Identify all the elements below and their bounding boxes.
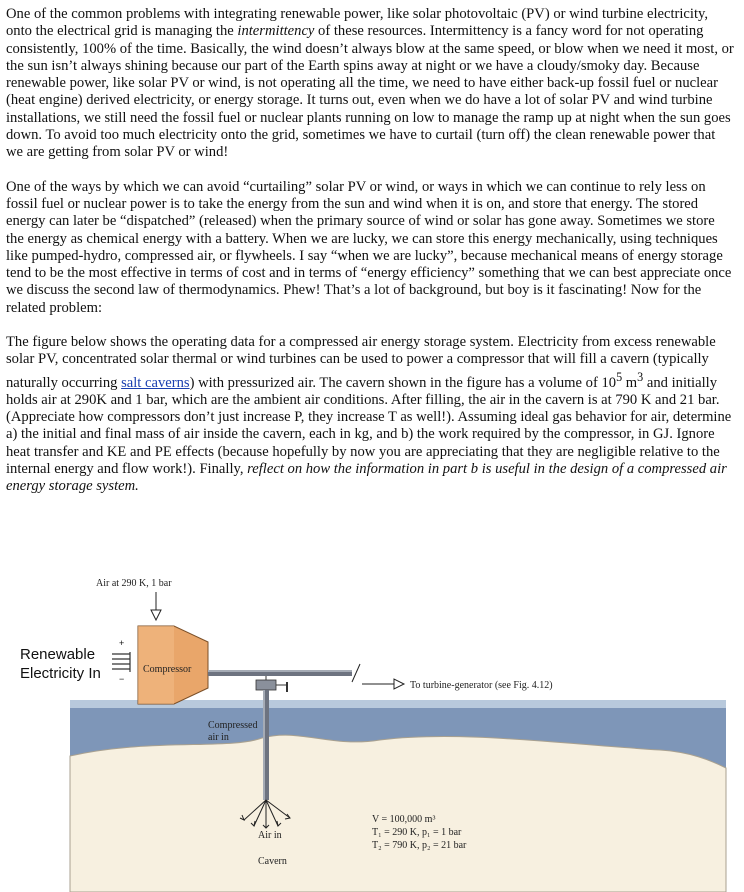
air-in-label: Air in (258, 830, 282, 841)
cavern-volume: V = 100,000 m³ (372, 814, 436, 825)
paragraph-text: The figure below shows the operating data for a compressed air energy storage system. Electricity from excess renewable solar PV, concentrated solar thermal or wind turbines can be used to power a compressor that will fill a cavern (typically naturally occurring (6, 334, 716, 391)
document-body (6, 6, 734, 513)
minus-sign: − (119, 674, 125, 684)
paragraph-text: m (622, 374, 638, 391)
electric-terminal (112, 652, 130, 672)
renewable-label-line2: Electricity In (20, 665, 101, 682)
paragraph-intermittency (6, 6, 734, 162)
final-state: T₂ = 790 K, p₂ = 21 bar (372, 840, 467, 851)
turbine-arrowhead (394, 679, 404, 689)
paragraph-problem (6, 334, 734, 496)
valve-body (256, 680, 276, 690)
air-inlet-label: Air at 290 K, 1 bar (96, 578, 172, 589)
paragraph-text: and initially holds air at 290K and 1 bar, which are the ambient air conditions. After filling, the air in the cavern is at 790 K and 21 bar. (Appreciate how compressors don’t just increase P, they increase T as well!). Assuming ideal gas behavior for air, determine a) the initial and final mass of air inside the cavern, each in kg, and b) the work required by the compressor, in GJ. Ignore heat transfer and KE and PE effects (because hopefully by now you are appreciating that they are negligible relative to the internal energy and flow work!). Finally, (6, 374, 732, 477)
renewable-label-line1: Renewable (20, 646, 96, 663)
paragraph-energy-storage: One of the ways by which we can avoid “curtailing” solar PV or wind, or ways in which we can continue to rely less on fossil fuel or nuclear power is to take the energy from the sun and wind when it is on, and store that energy. The stored energy can later be “dispatched” (released) when the primary source of wind or solar has gone away. Sometimes we store the energy as chemical energy with a battery. When we are lucky, we can store this energy mechanically, using techniques like pumped-hydro, compressed air, or flywheels. I say “when we are lucky”, because mechanical means of energy storage tend to be the most effective in terms of cost and in terms of “energy efficiency” something that we can best appreciate once we discuss the second law of thermodynamics. Phew! That’s a lot of background, but boy is it fascinating! Now for the related problem: (6, 178, 732, 316)
compressed-air-label-line2: air in (208, 732, 229, 743)
emphasis-reflect: reflect on how the information in part b is useful in the design of a compressed air energy storage system. (6, 460, 727, 495)
paragraph-text: ) with pressurized air. The cavern shown in the figure has a volume of 10 (189, 374, 617, 391)
plus-sign: + (119, 638, 125, 648)
paragraph-text: of these resources. Intermittency is a fancy word for not operating consistently, 100% of the time. Basically, the wind doesn’t always blow at the same speed, or blow when we need it most, or the sun isn’t always shining because our part of the Earth spins away at night or we have a cloudy/smoky day. Because renewable power, like solar PV or wind, is not operating all the time, we need to have either back-up fossil fuel or nuclear (heat engine) derived electricity, or energy storage. It turns out, even when we do have a lot of solar PV and wind turbine installations, we still need the fossil fuel or nuclear plants running on low to manage the ramp up at night when the sun goes down. To avoid too much electricity onto the grid, sometimes we have to curtail (turn off) the clean renewable power that we are getting from solar PV or wind! (6, 23, 734, 161)
compressor-label: Compressor (143, 664, 192, 675)
paragraph-text: One of the common problems with integrating renewable power, like solar photovoltaic (PV) or wind turbine electricity, onto the electrical grid is managing the (6, 6, 709, 40)
turbine-label: To turbine-generator (see Fig. 4.12) (410, 680, 553, 691)
cavern-label: Cavern (258, 856, 287, 867)
exponent: 3 (637, 369, 644, 384)
discharge-pipe-highlight (208, 670, 352, 672)
initial-state: T₁ = 290 K, p₁ = 1 bar (372, 827, 462, 838)
salt-caverns-link[interactable]: salt caverns (121, 374, 190, 391)
pipe-break-mark (352, 664, 360, 682)
exponent: 5 (616, 369, 623, 384)
compressed-air-label-line1: Compressed (208, 720, 258, 731)
caes-figure (0, 568, 744, 892)
injection-pipe-highlight (263, 690, 265, 800)
emphasis-intermittency: intermittency (237, 23, 315, 40)
air-inlet-arrowhead (151, 610, 161, 620)
